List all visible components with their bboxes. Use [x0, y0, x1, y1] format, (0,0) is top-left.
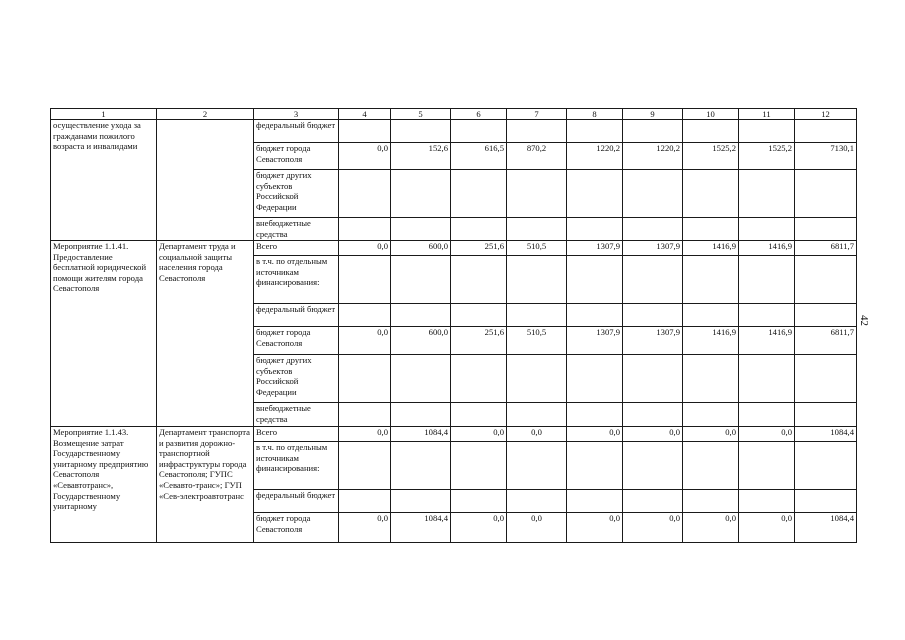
value-cell [795, 355, 857, 403]
value-cell [795, 218, 857, 241]
value-cell [391, 170, 451, 218]
value-cell [391, 490, 451, 513]
value-cell [739, 490, 795, 513]
value-cell [739, 355, 795, 403]
value-cell [339, 442, 391, 490]
value-cell [683, 442, 739, 490]
value-cell [623, 170, 683, 218]
executor-cell [157, 120, 254, 241]
value-cell [623, 120, 683, 143]
value-cell: 0,0 [451, 513, 507, 543]
funding-source-cell: федеральный бюджет [254, 120, 339, 143]
value-cell [507, 355, 567, 403]
funding-source-cell: бюджет города Севастополя [254, 513, 339, 543]
value-cell [507, 490, 567, 513]
value-cell [683, 256, 739, 304]
value-cell: 1084,4 [391, 513, 451, 543]
table-row [51, 427, 857, 442]
value-cell: 1084,4 [795, 427, 857, 442]
value-cell: 1084,4 [795, 513, 857, 543]
value-cell [391, 256, 451, 304]
value-cell [451, 120, 507, 143]
value-cell: 870,2 [507, 143, 567, 170]
value-cell [795, 304, 857, 327]
value-cell [507, 170, 567, 218]
value-cell [391, 355, 451, 403]
value-cell [567, 120, 623, 143]
value-cell [739, 218, 795, 241]
value-cell: 1416,9 [683, 241, 739, 256]
funding-source-cell: внебюджетные средства [254, 218, 339, 241]
value-cell [623, 355, 683, 403]
value-cell [507, 120, 567, 143]
value-cell: 1084,4 [391, 427, 451, 442]
column-header: 1 [51, 109, 157, 120]
value-cell [507, 442, 567, 490]
value-cell: 0,0 [339, 327, 391, 355]
value-cell [739, 403, 795, 427]
value-cell: 6811,7 [795, 327, 857, 355]
value-cell [391, 218, 451, 241]
value-cell [623, 442, 683, 490]
funding-source-cell: Всего [254, 427, 339, 442]
value-cell [391, 442, 451, 490]
value-cell: 0,0 [339, 241, 391, 256]
column-header: 10 [683, 109, 739, 120]
value-cell [507, 304, 567, 327]
value-cell: 1307,9 [623, 241, 683, 256]
value-cell [339, 218, 391, 241]
column-header: 11 [739, 109, 795, 120]
value-cell: 600,0 [391, 327, 451, 355]
value-cell: 0,0 [339, 427, 391, 442]
value-cell: 1416,9 [739, 327, 795, 355]
table-row [51, 241, 857, 256]
value-cell: 1307,9 [567, 241, 623, 256]
value-cell [339, 304, 391, 327]
funding-source-cell: в т.ч. по отдельным источникам финансирования: [254, 442, 339, 490]
value-cell: 1416,9 [683, 327, 739, 355]
value-cell [623, 218, 683, 241]
activity-cell: Мероприятие 1.1.43. Возмещение затрат Государственному унитарному предприятию Севастополя «Севавтотранс», Государственному унитарному [51, 427, 157, 543]
value-cell: 616,5 [451, 143, 507, 170]
value-cell [795, 442, 857, 490]
column-header: 2 [157, 109, 254, 120]
value-cell [451, 490, 507, 513]
value-cell: 6811,7 [795, 241, 857, 256]
value-cell: 1525,2 [739, 143, 795, 170]
funding-source-cell: бюджет города Севастополя [254, 143, 339, 170]
column-header: 3 [254, 109, 339, 120]
funding-source-cell: федеральный бюджет [254, 490, 339, 513]
column-header: 12 [795, 109, 857, 120]
value-cell [795, 170, 857, 218]
value-cell [623, 403, 683, 427]
value-cell: 0,0 [339, 143, 391, 170]
value-cell [391, 403, 451, 427]
value-cell [567, 490, 623, 513]
activity-cell: Мероприятие 1.1.41. Предоставление бесплатной юридической помощи жителям города Севастополя [51, 241, 157, 427]
column-header: 4 [339, 109, 391, 120]
value-cell [623, 304, 683, 327]
value-cell [683, 218, 739, 241]
funding-source-cell: бюджет города Севастополя [254, 327, 339, 355]
value-cell: 510,5 [507, 241, 567, 256]
column-header: 9 [623, 109, 683, 120]
value-cell [795, 120, 857, 143]
value-cell [451, 403, 507, 427]
value-cell: 510,5 [507, 327, 567, 355]
value-cell: 1416,9 [739, 241, 795, 256]
value-cell [567, 256, 623, 304]
value-cell [507, 218, 567, 241]
value-cell [739, 442, 795, 490]
value-cell [451, 442, 507, 490]
value-cell: 0,0 [339, 513, 391, 543]
value-cell [567, 304, 623, 327]
value-cell [451, 355, 507, 403]
value-cell [567, 355, 623, 403]
value-cell [339, 403, 391, 427]
value-cell [683, 170, 739, 218]
value-cell [683, 355, 739, 403]
value-cell [391, 120, 451, 143]
value-cell [567, 442, 623, 490]
value-cell [507, 403, 567, 427]
value-cell [451, 170, 507, 218]
value-cell: 7130,1 [795, 143, 857, 170]
value-cell [451, 304, 507, 327]
column-header: 8 [567, 109, 623, 120]
value-cell: 1525,2 [683, 143, 739, 170]
value-cell: 0,0 [739, 513, 795, 543]
value-cell [451, 218, 507, 241]
value-cell: 0,0 [739, 427, 795, 442]
value-cell [567, 218, 623, 241]
table-body [51, 120, 857, 543]
value-cell: 0,0 [451, 427, 507, 442]
executor-cell: Департамент транспорта и развития дорожно-транспортной инфраструктуры города Севастополя; ГУПС «Севавто-транс»; ГУП «Сев-электроавтотранс [157, 427, 254, 543]
value-cell: 0,0 [623, 513, 683, 543]
value-cell: 251,6 [451, 327, 507, 355]
executor-cell: Департамент труда и социальной защиты населения города Севастополя [157, 241, 254, 427]
value-cell: 0,0 [683, 513, 739, 543]
budget-table [50, 108, 857, 543]
value-cell [795, 403, 857, 427]
value-cell: 0,0 [623, 427, 683, 442]
value-cell [623, 256, 683, 304]
funding-source-cell: в т.ч. по отдельным источникам финансирования: [254, 256, 339, 304]
value-cell [339, 120, 391, 143]
value-cell: 0,0 [567, 427, 623, 442]
value-cell [339, 490, 391, 513]
funding-source-cell: бюджет других субъектов Российской Федерации [254, 170, 339, 218]
value-cell [339, 256, 391, 304]
value-cell [391, 304, 451, 327]
value-cell [683, 403, 739, 427]
value-cell [451, 256, 507, 304]
funding-source-cell: бюджет других субъектов Российской Федерации [254, 355, 339, 403]
value-cell [683, 120, 739, 143]
funding-source-cell: федеральный бюджет [254, 304, 339, 327]
value-cell: 0,0 [567, 513, 623, 543]
value-cell: 0,0 [683, 427, 739, 442]
value-cell [623, 490, 683, 513]
column-header: 6 [451, 109, 507, 120]
page-number: 42 [858, 315, 870, 326]
value-cell [567, 170, 623, 218]
column-header: 7 [507, 109, 567, 120]
value-cell: 1307,9 [623, 327, 683, 355]
value-cell [567, 403, 623, 427]
column-header: 5 [391, 109, 451, 120]
value-cell [507, 256, 567, 304]
value-cell [739, 120, 795, 143]
value-cell [795, 490, 857, 513]
value-cell: 600,0 [391, 241, 451, 256]
value-cell: 1220,2 [623, 143, 683, 170]
value-cell [739, 170, 795, 218]
value-cell [739, 304, 795, 327]
value-cell [683, 490, 739, 513]
value-cell: 251,6 [451, 241, 507, 256]
value-cell [339, 170, 391, 218]
activity-cell: осуществление ухода за гражданами пожилого возраста и инвалидами [51, 120, 157, 241]
value-cell [795, 256, 857, 304]
value-cell: 1307,9 [567, 327, 623, 355]
value-cell: 0,0 [507, 427, 567, 442]
value-cell [739, 256, 795, 304]
header-row [51, 109, 857, 120]
funding-source-cell: Всего [254, 241, 339, 256]
value-cell: 0,0 [507, 513, 567, 543]
value-cell: 152,6 [391, 143, 451, 170]
funding-source-cell: внебюджетные средства [254, 403, 339, 427]
value-cell: 1220,2 [567, 143, 623, 170]
value-cell [339, 355, 391, 403]
value-cell [683, 304, 739, 327]
table-row [51, 120, 857, 143]
